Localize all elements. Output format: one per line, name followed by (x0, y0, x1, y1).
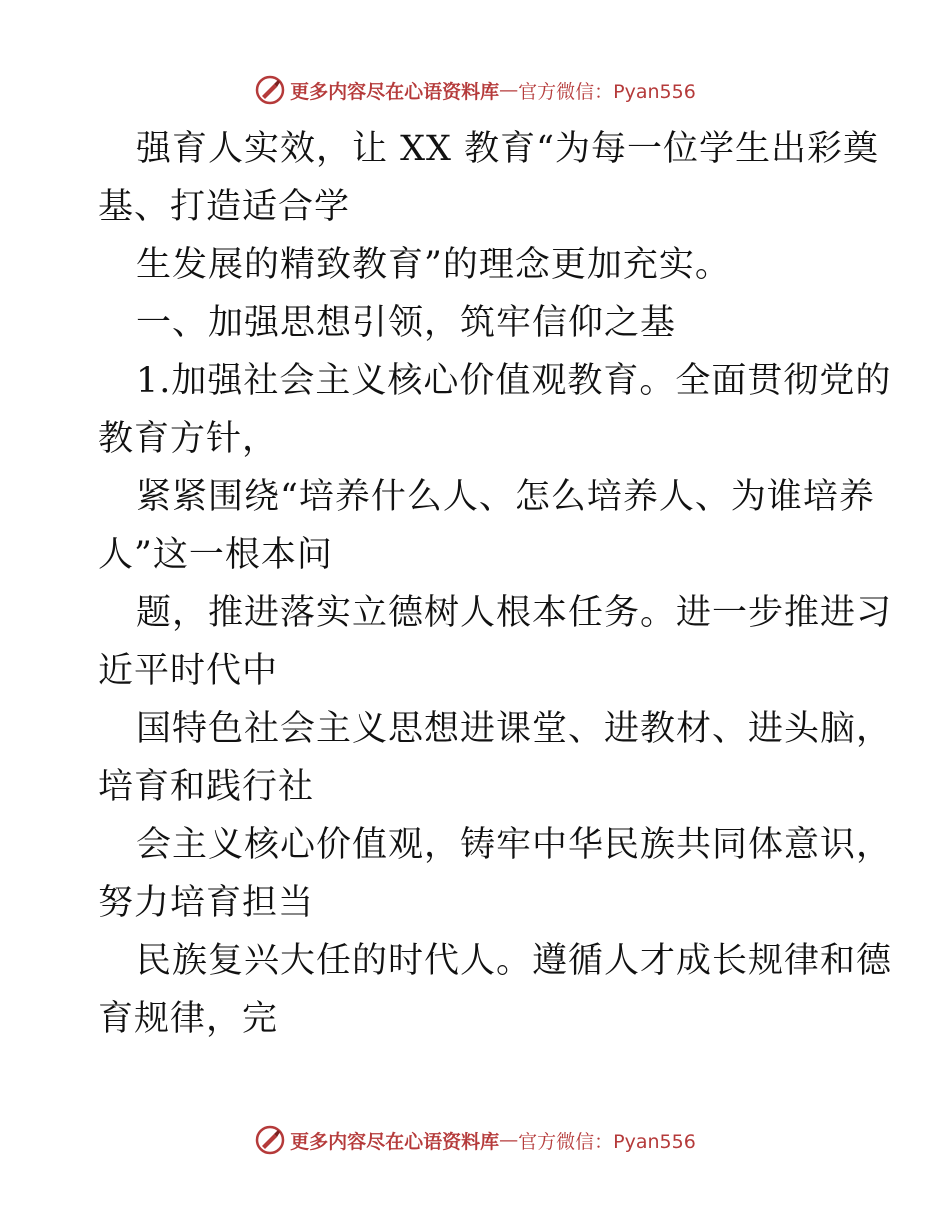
text-line: 基、打造适合学 (98, 187, 351, 227)
section-heading: 一、加强思想引领，筑牢信仰之基 (136, 303, 677, 343)
text-line: 强育人实效，让 XX 教育“为每一位学生出彩奠 (136, 129, 879, 169)
header-brand-text: 更多内容尽在心语资料库 (290, 80, 500, 103)
footer-separator: — (499, 1129, 519, 1151)
text-line: 教育方针， (98, 419, 279, 459)
header-banner (0, 70, 950, 110)
document-body (98, 120, 893, 1048)
text-line: 国特色社会主义思想进课堂、进教材、进头脑， (136, 709, 893, 749)
text-line: 紧紧围绕“培养什么人、怎么培养人、为谁培养 (136, 477, 875, 517)
footer-brand-text: 更多内容尽在心语资料库 (290, 1130, 500, 1153)
text-line: 会主义核心价值观，铸牢中华民族共同体意识， (136, 825, 893, 865)
text-line: 1.加强社会主义核心价值观教育。全面贯彻党的 (136, 361, 892, 401)
text-line: 人”这一根本问 (98, 535, 333, 575)
footer-wechat-text: 官方微信：Pyan556 (518, 1130, 696, 1153)
text-line: 近平时代中 (98, 651, 279, 691)
text-line: 努力培育担当 (98, 883, 315, 923)
header-separator: — (499, 79, 519, 101)
logo-icon (254, 74, 286, 106)
footer-banner (0, 1120, 950, 1160)
text-line: 生发展的精致教育”的理念更加充实。 (136, 245, 731, 285)
text-line: 育规律，完 (98, 999, 279, 1039)
text-line: 题，推进落实立德树人根本任务。进一步推进习 (136, 593, 893, 633)
header-wechat-text: 官方微信：Pyan556 (518, 80, 696, 103)
text-line: 民族复兴大任的时代人。遵循人才成长规律和德 (136, 941, 893, 981)
logo-icon (254, 1124, 286, 1156)
text-line: 培育和践行社 (98, 767, 315, 807)
